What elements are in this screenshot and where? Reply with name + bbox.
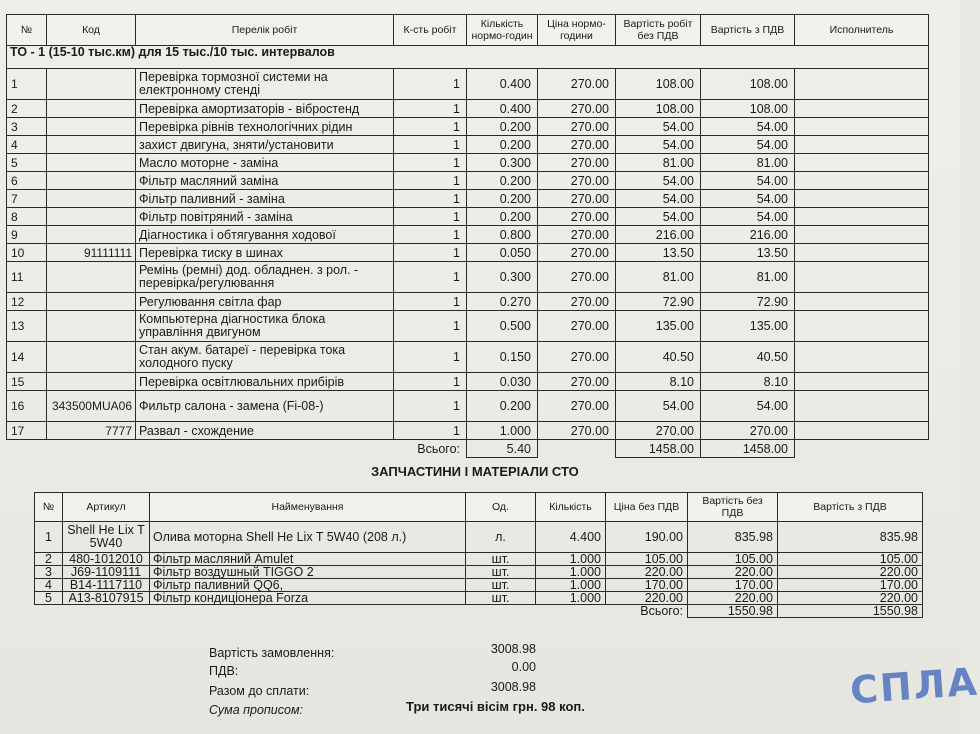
work-code [47, 69, 136, 100]
work-price: 270.00 [538, 311, 616, 342]
part-name: Олива моторна Shell He Lix T 5W40 (208 л.) [150, 522, 466, 553]
work-executor [795, 293, 929, 311]
work-qty: 1 [394, 342, 467, 373]
work-row [7, 172, 929, 190]
work-num: 11 [7, 262, 47, 293]
amount-words-label: Сума прописом: [209, 703, 303, 717]
work-qty: 1 [394, 244, 467, 262]
work-hours: 0.300 [467, 262, 538, 293]
work-cost: 40.50 [616, 342, 701, 373]
work-cost: 72.90 [616, 293, 701, 311]
works-table [6, 14, 929, 458]
part-row [35, 566, 923, 579]
work-qty: 1 [394, 100, 467, 118]
part-vat: 170.00 [778, 579, 923, 592]
part-qty: 1.000 [536, 592, 606, 605]
work-executor [795, 373, 929, 391]
work-num: 6 [7, 172, 47, 190]
part-num: 4 [35, 579, 63, 592]
work-qty: 1 [394, 172, 467, 190]
vat-value: 0.00 [511, 660, 536, 674]
work-cost: 135.00 [616, 311, 701, 342]
work-row [7, 208, 929, 226]
work-num: 3 [7, 118, 47, 136]
part-cost: 170.00 [688, 579, 778, 592]
work-code [47, 311, 136, 342]
work-hours: 0.200 [467, 190, 538, 208]
work-vat: 8.10 [701, 373, 795, 391]
work-code [47, 154, 136, 172]
parts-header-num: № [35, 493, 63, 522]
work-code [47, 190, 136, 208]
work-name: Фільтр повітряний - заміна [136, 208, 394, 226]
work-cost: 270.00 [616, 422, 701, 440]
part-price: 170.00 [606, 579, 688, 592]
work-cost: 54.00 [616, 136, 701, 154]
work-code: 343500MUA06 [47, 391, 136, 422]
work-name: Фільтр масляний заміна [136, 172, 394, 190]
work-row [7, 190, 929, 208]
work-cost: 81.00 [616, 262, 701, 293]
part-cost: 220.00 [688, 592, 778, 605]
work-row [7, 262, 929, 293]
work-price: 270.00 [538, 373, 616, 391]
work-row [7, 311, 929, 342]
work-hours: 0.300 [467, 154, 538, 172]
work-code: 91111111 [47, 244, 136, 262]
work-num: 7 [7, 190, 47, 208]
work-price: 270.00 [538, 190, 616, 208]
part-vat: 835.98 [778, 522, 923, 553]
work-cost: 54.00 [616, 391, 701, 422]
work-name: Стан акум. батареї - перевірка тока холодного пуску [136, 342, 394, 373]
work-vat: 81.00 [701, 154, 795, 172]
work-price: 270.00 [538, 100, 616, 118]
work-hours: 0.200 [467, 208, 538, 226]
work-num: 9 [7, 226, 47, 244]
work-qty: 1 [394, 293, 467, 311]
work-vat: 135.00 [701, 311, 795, 342]
parts-header-sku: Артикул [63, 493, 150, 522]
work-name: Перевірка тормозної системи на електронному стенді [136, 69, 394, 100]
work-code [47, 226, 136, 244]
work-executor [795, 154, 929, 172]
work-price: 270.00 [538, 172, 616, 190]
paid-stamp: СПЛА [848, 659, 980, 713]
work-cost: 216.00 [616, 226, 701, 244]
part-unit: шт. [466, 579, 536, 592]
part-name: Фільтр воздушный TIGGO 2 [150, 566, 466, 579]
work-hours: 0.400 [467, 100, 538, 118]
part-num: 5 [35, 592, 63, 605]
work-num: 12 [7, 293, 47, 311]
part-cost: 220.00 [688, 566, 778, 579]
part-num: 2 [35, 553, 63, 566]
work-qty: 1 [394, 391, 467, 422]
part-cost: 105.00 [688, 553, 778, 566]
work-name: Перевірка рівнів технологічних рідин [136, 118, 394, 136]
parts-header-qty: Кількість [536, 493, 606, 522]
part-cost: 835.98 [688, 522, 778, 553]
parts-header-unit: Од. [466, 493, 536, 522]
header-cost-no-vat: Вартість робіт без ПДВ [616, 15, 701, 46]
work-price: 270.00 [538, 69, 616, 100]
work-hours: 0.400 [467, 69, 538, 100]
part-qty: 1.000 [536, 579, 606, 592]
parts-header-price: Ціна без ПДВ [606, 493, 688, 522]
header-work-list: Перелік робіт [136, 15, 394, 46]
work-hours: 0.200 [467, 118, 538, 136]
work-hours: 1.000 [467, 422, 538, 440]
work-cost: 108.00 [616, 100, 701, 118]
header-hour-price: Ціна нормо-години [538, 15, 616, 46]
works-total-hours: 5.40 [467, 440, 538, 458]
work-row [7, 226, 929, 244]
work-row [7, 373, 929, 391]
work-code [47, 373, 136, 391]
part-price: 220.00 [606, 566, 688, 579]
work-price: 270.00 [538, 226, 616, 244]
part-row [35, 553, 923, 566]
work-name: Ремінь (ремні) дод. обладнен. з рол. - перевірка/регулювання [136, 262, 394, 293]
work-vat: 216.00 [701, 226, 795, 244]
work-cost: 8.10 [616, 373, 701, 391]
work-hours: 0.270 [467, 293, 538, 311]
work-name: Діагностика і обтягування ходової [136, 226, 394, 244]
work-vat: 54.00 [701, 391, 795, 422]
work-hours: 0.500 [467, 311, 538, 342]
work-name: Фільтр паливний - заміна [136, 190, 394, 208]
work-num: 15 [7, 373, 47, 391]
work-num: 5 [7, 154, 47, 172]
work-qty: 1 [394, 190, 467, 208]
part-sku: Shell He Lix T 5W40 [63, 522, 150, 553]
works-total-label: Всього: [417, 441, 460, 456]
work-executor [795, 311, 929, 342]
work-name: Перевірка освітлювальних прибірів [136, 373, 394, 391]
parts-header-vat: Вартість з ПДВ [778, 493, 923, 522]
work-executor [795, 100, 929, 118]
work-executor [795, 244, 929, 262]
work-qty: 1 [394, 422, 467, 440]
work-cost: 54.00 [616, 208, 701, 226]
work-cost: 54.00 [616, 118, 701, 136]
works-total-cost: 1458.00 [616, 440, 701, 458]
part-name: Фільтр масляний Amulet [150, 553, 466, 566]
parts-header-row [35, 493, 923, 522]
work-qty: 1 [394, 118, 467, 136]
work-vat: 54.00 [701, 190, 795, 208]
work-cost: 108.00 [616, 69, 701, 100]
header-executor: Исполнитель [795, 15, 929, 46]
part-price: 190.00 [606, 522, 688, 553]
work-price: 270.00 [538, 342, 616, 373]
works-group-title: ТО - 1 (15-10 тыс.км) для 15 тыс./10 тыс. интервалов [7, 46, 929, 69]
parts-header-name: Найменування [150, 493, 466, 522]
work-code [47, 136, 136, 154]
work-name: захист двигуна, зняти/установити [136, 136, 394, 154]
work-executor [795, 262, 929, 293]
work-row [7, 391, 929, 422]
part-row [35, 522, 923, 553]
work-vat: 108.00 [701, 100, 795, 118]
work-name: Развал - схождение [136, 422, 394, 440]
parts-section-title: ЗАПЧАСТИНИ І МАТЕРІАЛИ СТО [371, 464, 579, 479]
work-name: Регулювання світла фар [136, 293, 394, 311]
work-num: 4 [7, 136, 47, 154]
header-cost-vat: Вартість з ПДВ [701, 15, 795, 46]
part-price: 220.00 [606, 592, 688, 605]
work-executor [795, 391, 929, 422]
part-sku: A13-8107915 [63, 592, 150, 605]
work-price: 270.00 [538, 262, 616, 293]
work-price: 270.00 [538, 118, 616, 136]
work-num: 17 [7, 422, 47, 440]
work-name: Масло моторне - заміна [136, 154, 394, 172]
work-cost: 81.00 [616, 154, 701, 172]
work-code: 7777 [47, 422, 136, 440]
parts-total-vat: 1550.98 [778, 605, 923, 618]
work-hours: 0.800 [467, 226, 538, 244]
work-code [47, 293, 136, 311]
part-vat: 220.00 [778, 592, 923, 605]
work-cost: 54.00 [616, 190, 701, 208]
work-qty: 1 [394, 208, 467, 226]
works-total-row [7, 440, 929, 458]
work-code [47, 118, 136, 136]
part-vat: 105.00 [778, 553, 923, 566]
work-executor [795, 226, 929, 244]
work-vat: 108.00 [701, 69, 795, 100]
pay-total-value: 3008.98 [490, 680, 536, 694]
work-vat: 54.00 [701, 208, 795, 226]
work-cost: 54.00 [616, 172, 701, 190]
parts-total-label: Всього: [640, 604, 683, 619]
work-vat: 54.00 [701, 118, 795, 136]
part-sku: B14-1117110 [63, 579, 150, 592]
part-sku: 480-1012010 [63, 553, 150, 566]
works-group-row [7, 46, 929, 69]
part-row [35, 579, 923, 592]
work-price: 270.00 [538, 208, 616, 226]
work-vat: 54.00 [701, 172, 795, 190]
work-code [47, 208, 136, 226]
work-vat: 13.50 [701, 244, 795, 262]
work-row [7, 244, 929, 262]
work-executor [795, 118, 929, 136]
part-sku: J69-1109111 [63, 566, 150, 579]
work-vat: 40.50 [701, 342, 795, 373]
work-price: 270.00 [538, 244, 616, 262]
part-unit: шт. [466, 566, 536, 579]
work-row [7, 154, 929, 172]
work-row [7, 422, 929, 440]
parts-table [34, 492, 923, 618]
work-code [47, 262, 136, 293]
part-qty: 1.000 [536, 566, 606, 579]
work-qty: 1 [394, 136, 467, 154]
work-vat: 72.90 [701, 293, 795, 311]
work-hours: 0.200 [467, 391, 538, 422]
work-num: 10 [7, 244, 47, 262]
part-unit: л. [466, 522, 536, 553]
part-num: 3 [35, 566, 63, 579]
part-qty: 1.000 [536, 553, 606, 566]
work-hours: 0.200 [467, 172, 538, 190]
part-num: 1 [35, 522, 63, 553]
work-executor [795, 190, 929, 208]
work-executor [795, 208, 929, 226]
work-qty: 1 [394, 69, 467, 100]
order-total-value: 3008.98 [490, 642, 536, 656]
work-executor [795, 136, 929, 154]
work-num: 13 [7, 311, 47, 342]
work-qty: 1 [394, 373, 467, 391]
amount-words-value: Три тисячі вісім грн. 98 коп. [406, 699, 585, 714]
work-executor [795, 69, 929, 100]
part-vat: 220.00 [778, 566, 923, 579]
part-unit: шт. [466, 553, 536, 566]
header-code: Код [47, 15, 136, 46]
part-unit: шт. [466, 592, 536, 605]
work-price: 270.00 [538, 391, 616, 422]
work-row [7, 100, 929, 118]
part-name: Фільтр паливний QQ6, [150, 579, 466, 592]
work-name: Компьютерна діагностика блока управління двигуном [136, 311, 394, 342]
work-name: Фильтр салона - замена (Fi-08-) [136, 391, 394, 422]
vat-label: ПДВ: [209, 664, 239, 678]
work-row [7, 342, 929, 373]
header-norm-hours: Кількість нормо-годин [467, 15, 538, 46]
work-hours: 0.150 [467, 342, 538, 373]
work-price: 270.00 [538, 136, 616, 154]
header-work-count: К-сть робіт [394, 15, 467, 46]
part-qty: 4.400 [536, 522, 606, 553]
works-total-vat: 1458.00 [701, 440, 795, 458]
work-num: 14 [7, 342, 47, 373]
parts-total-row [35, 605, 923, 618]
work-name: Перевірка тиску в шинах [136, 244, 394, 262]
work-vat: 54.00 [701, 136, 795, 154]
work-qty: 1 [394, 154, 467, 172]
work-row [7, 69, 929, 100]
part-price: 105.00 [606, 553, 688, 566]
work-code [47, 100, 136, 118]
parts-header-cost: Вартість без ПДВ [688, 493, 778, 522]
work-executor [795, 172, 929, 190]
work-executor [795, 342, 929, 373]
work-code [47, 342, 136, 373]
works-header-row [7, 15, 929, 46]
work-cost: 13.50 [616, 244, 701, 262]
work-price: 270.00 [538, 293, 616, 311]
work-hours: 0.030 [467, 373, 538, 391]
work-row [7, 118, 929, 136]
header-num: № [7, 15, 47, 46]
work-qty: 1 [394, 262, 467, 293]
work-price: 270.00 [538, 422, 616, 440]
part-name: Фільтр кондиціонера Forza [150, 592, 466, 605]
part-row [35, 592, 923, 605]
work-executor [795, 422, 929, 440]
work-qty: 1 [394, 311, 467, 342]
work-num: 16 [7, 391, 47, 422]
work-row [7, 136, 929, 154]
work-qty: 1 [394, 226, 467, 244]
work-num: 2 [7, 100, 47, 118]
work-num: 1 [7, 69, 47, 100]
work-name: Перевірка амортизаторів - вібростенд [136, 100, 394, 118]
work-hours: 0.050 [467, 244, 538, 262]
parts-total-cost: 1550.98 [688, 605, 778, 618]
pay-total-label: Разом до сплати: [209, 684, 310, 698]
work-vat: 81.00 [701, 262, 795, 293]
work-hours: 0.200 [467, 136, 538, 154]
work-num: 8 [7, 208, 47, 226]
work-code [47, 172, 136, 190]
order-total-label: Вартість замовлення: [209, 646, 335, 660]
work-price: 270.00 [538, 154, 616, 172]
work-row [7, 293, 929, 311]
work-vat: 270.00 [701, 422, 795, 440]
